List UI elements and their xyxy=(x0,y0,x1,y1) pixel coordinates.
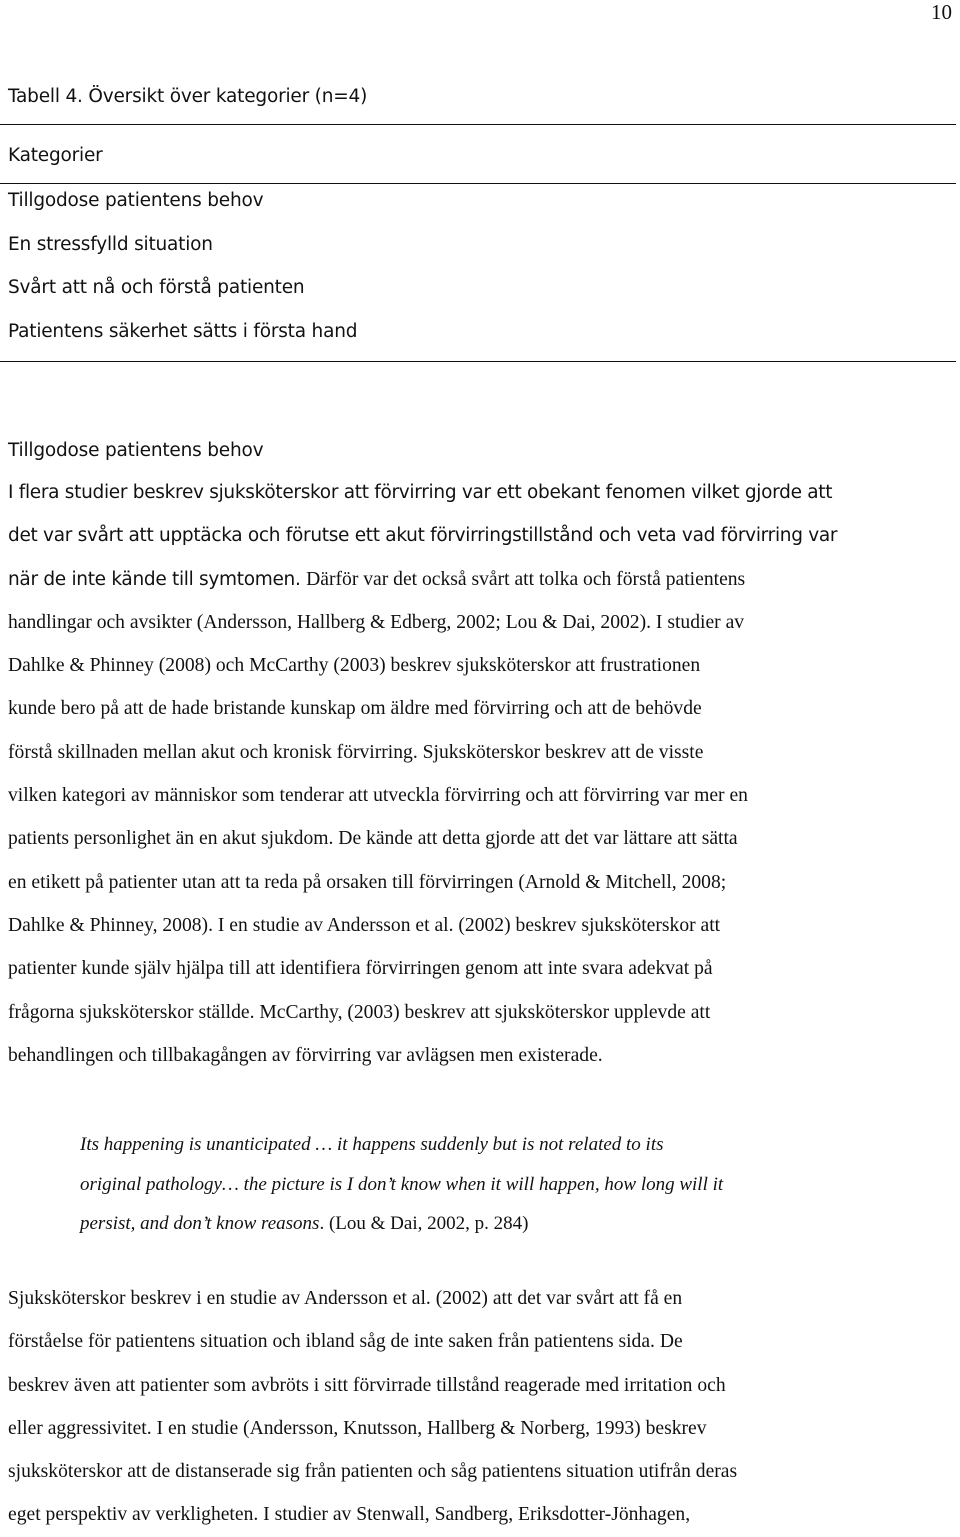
paragraph-1 xyxy=(8,471,952,1077)
table-top-rule xyxy=(0,124,956,125)
table-caption: Tabell 4. Översikt över kategorier (n=4) xyxy=(8,86,368,107)
text-line xyxy=(8,991,952,1034)
table-row: Tillgodose patientens behov xyxy=(8,190,264,211)
paragraph-text: frågorna sjuksköterskor ställde. McCarthy, (2003) beskrev att sjuksköterskor upplevde att xyxy=(8,1001,711,1023)
paragraph-text: det var svårt att upptäcka och förutse ett akut förvirringstillstånd och veta vad förvirring var xyxy=(8,525,838,547)
table-header: Kategorier xyxy=(8,145,103,166)
text-line xyxy=(8,471,952,514)
table-row: Svårt att nå och förstå patienten xyxy=(8,277,305,298)
table-row: Patientens säkerhet sätts i första hand xyxy=(8,320,358,342)
paragraph-text: Dahlke & Phinney, 2008). I en studie av Andersson et al. (2002) beskrev sjuksköterskor att xyxy=(8,914,721,936)
table-bottom-rule xyxy=(0,361,956,362)
text-line xyxy=(8,774,952,817)
text-line xyxy=(8,1320,952,1363)
paragraph-text: förstå skillnaden mellan akut och kronisk förvirring. Sjuksköterskor beskrev att de visste xyxy=(8,741,704,763)
section-heading: Tillgodose patientens behov xyxy=(8,440,264,461)
paragraph-text: eget perspektiv av verkligheten. I studier av Stenwall, Sandberg, Eriksdotter-Jönhagen, xyxy=(8,1504,691,1526)
text-line xyxy=(8,1034,952,1077)
paragraph-text: beskrev även att patienter som avbröts i sitt förvirrade tillstånd reagerade med irritation och xyxy=(8,1374,726,1396)
text-line xyxy=(8,601,952,644)
table-header-rule xyxy=(0,183,956,184)
paragraph-text: förståelse för patientens situation och ibland såg de inte saken från patientens sida. De xyxy=(8,1331,683,1353)
text-line xyxy=(8,947,952,990)
text-line xyxy=(80,1125,950,1165)
paragraph-text: patients personlighet än en akut sjukdom. De kände att detta gjorde att det var lättare att sätta xyxy=(8,828,738,850)
text-line xyxy=(8,1407,952,1450)
text-line xyxy=(8,1277,952,1320)
quote-text: persist, and don’t know reasons xyxy=(80,1213,320,1234)
quote-text: original pathology… the picture is I don’t know when it will happen, how long will it xyxy=(80,1173,724,1195)
text-line xyxy=(8,558,952,601)
text-line xyxy=(80,1165,950,1205)
paragraph-text: behandlingen och tillbakagången av förvirring var avlägsen men existerade. xyxy=(8,1044,603,1066)
text-line xyxy=(8,687,952,730)
paragraph-text: en etikett på patienter utan att ta reda på orsaken till förvirringen (Arnold & Mitchell, 2008; xyxy=(8,871,727,893)
text-line xyxy=(80,1204,950,1244)
text-line xyxy=(8,731,952,774)
paragraph-text: handlingar och avsikter (Andersson, Hallberg & Edberg, 2002; Lou & Dai, 2002). I studier av xyxy=(8,611,745,633)
text-line xyxy=(8,514,952,557)
text-line xyxy=(8,861,952,904)
quote-text: Its happening is unanticipated … it happens suddenly but is not related to its xyxy=(80,1134,664,1155)
paragraph-text: Därför var det också svårt att tolka och förstå patientens xyxy=(306,568,746,590)
text-line xyxy=(8,1364,952,1407)
quote-text: . (Lou & Dai, 2002, p. 284) xyxy=(319,1213,529,1234)
paragraph-2 xyxy=(8,1277,952,1537)
paragraph-text: Dahlke & Phinney (2008) och McCarthy (2003) beskrev sjuksköterskor att frustrationen xyxy=(8,655,701,677)
block-quote xyxy=(80,1125,950,1244)
paragraph-text: kunde bero på att de hade bristande kunskap om äldre med förvirring och att de behövde xyxy=(8,698,702,720)
paragraph-text: sjuksköterskor att de distanserade sig från patienten och såg patientens situation utifrån deras xyxy=(8,1461,738,1483)
page-number: 10 xyxy=(931,0,952,24)
text-line xyxy=(8,644,952,687)
paragraph-text: vilken kategori av människor som tenderar att utveckla förvirring och att förvirring var mer en xyxy=(8,785,748,807)
text-line xyxy=(8,817,952,860)
paragraph-text: när de inte kände till symtomen. xyxy=(8,568,307,590)
text-line xyxy=(8,1493,952,1536)
table-rows xyxy=(8,188,357,362)
text-line xyxy=(8,1450,952,1493)
table-row: En stressfylld situation xyxy=(8,233,213,255)
paragraph-text: patienter kunde själv hjälpa till att identifiera förvirringen genom att inte svara adekvat på xyxy=(8,958,713,980)
paragraph-text: eller aggressivitet. I en studie (Andersson, Knutsson, Hallberg & Norberg, 1993) beskrev xyxy=(8,1417,707,1439)
paragraph-text: I flera studier beskrev sjuksköterskor att förvirring var ett obekant fenomen vilket gjorde att xyxy=(8,482,833,503)
text-line xyxy=(8,904,952,947)
paragraph-text: Sjuksköterskor beskrev i en studie av Andersson et al. (2002) att det var svårt att få en xyxy=(8,1288,683,1309)
